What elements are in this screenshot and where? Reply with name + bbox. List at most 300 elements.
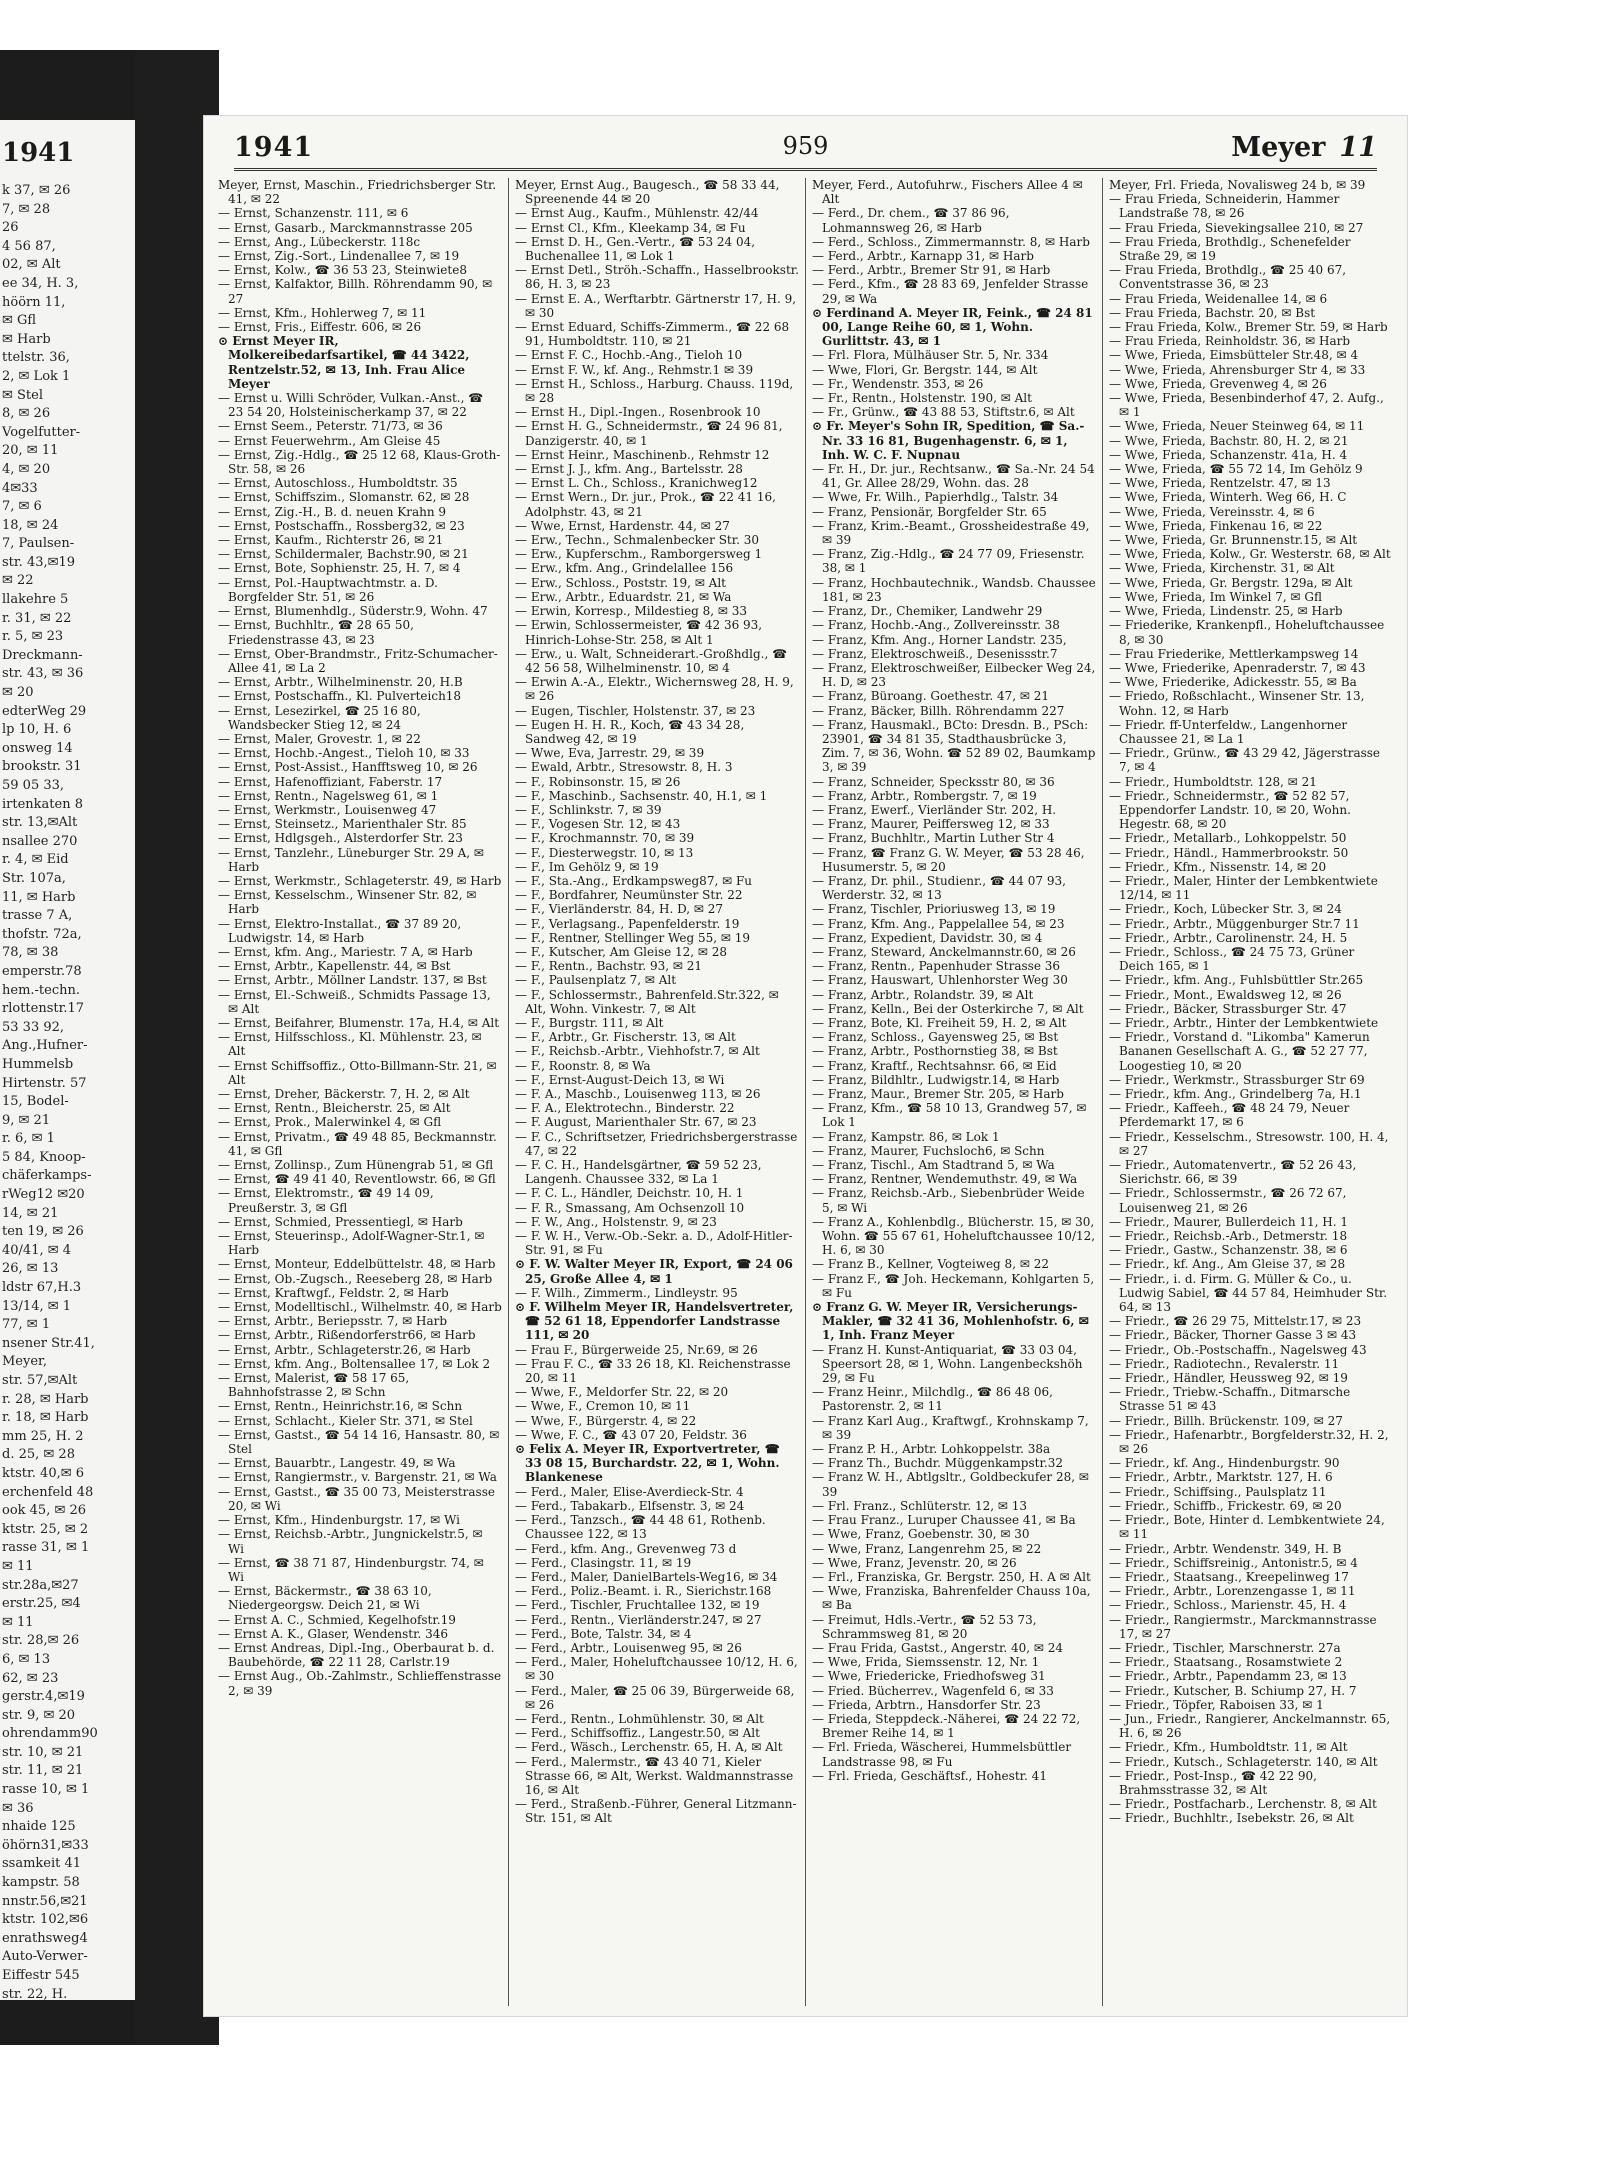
directory-entry: — Ernst, Zig.-H., B. d. neuen Krahn 9 (218, 504, 447, 519)
directory-entry: — Frau Frieda, Weidenallee 14, ✉ 6 (1109, 291, 1328, 306)
directory-entry: — Friedr., Radiotechn., Revalerstr. 11 (1109, 1356, 1340, 1371)
directory-entry: — Friedr., Post-Insp., ☎ 42 22 90, Brahmsstrasse 32, ✉ Alt (1109, 1768, 1317, 1797)
directory-entry: — Ernst, kfm. Ang., Mariestr. 7 A, ✉ Harb (218, 944, 473, 959)
directory-entry: — Wwe, Frieda, Im Winkel 7, ✉ Gfl (1109, 589, 1322, 604)
previous-page-line: 11, ✉ Harb (2, 889, 76, 905)
directory-entry: — Ernst, Privatm., ☎ 49 48 85, Beckmannstr. 41, ✉ Gfl (218, 1129, 497, 1158)
previous-page-line: ✉ 36 (2, 1800, 34, 1816)
directory-page (203, 115, 1408, 2017)
directory-entry: — F. Wilh., Zimmerm., Lindleystr. 95 (515, 1285, 738, 1300)
previous-page-line: Meyer, (2, 1354, 47, 1370)
directory-entry: — Ernst, Modelltischl., Wilhelmstr. 40, ✉ Harb (218, 1300, 502, 1315)
directory-entry: — Franz, Buchhltr., Martin Luther Str 4 (812, 831, 1055, 846)
previous-page-line: rlottenstr.17 (2, 1001, 85, 1017)
directory-entry: — Wwe, Frieda, Ahrensburger Str 4, ✉ 33 (1109, 362, 1366, 377)
directory-entry: — Jun., Friedr., Rangierer, Anckelmannstr. 65, H. 6, ✉ 26 (1109, 1711, 1391, 1741)
directory-entry: — F., Schlossermstr., Bahrenfeld.Str.322, ✉ Alt, Wohn. Vinkestr. 7, ✉ Alt (515, 987, 779, 1016)
directory-entry: — Ferd., Maler, Hoheluftchaussee 10/12, H. 6, ✉ 30 (515, 1655, 798, 1684)
directory-entry: — Ernst, Schmied, Pressentiegl, ✉ Harb (218, 1214, 463, 1229)
previous-page-line: str. 28,✉ 26 (2, 1633, 80, 1649)
directory-entry: — Franz, Arbtr., Rolandstr. 39, ✉ Alt (812, 987, 1034, 1002)
directory-entry: — F. C. L., Händler, Deichstr. 10, H. 1 (515, 1186, 744, 1201)
directory-entry: — Friedr., Maurer, Bullerdeich 11, H. 1 (1109, 1214, 1348, 1229)
directory-entry: — Ernst, Elektro-Installat., ☎ 37 89 20, Ludwigstr. 14, ✉ Harb (218, 916, 462, 945)
previous-page-line: 7, ✉ 6 (2, 499, 42, 515)
directory-entry: — Friedr., kf. Ang., Hindenburgstr. 90 (1109, 1456, 1340, 1471)
directory-entry: — F., Vierländerstr. 84, H. D, ✉ 27 (515, 902, 724, 917)
previous-page-line: 59 05 33, (2, 778, 65, 793)
running-head (1231, 132, 1377, 163)
previous-page-line: llakehre 5 (2, 592, 69, 608)
previous-page-line: hem.-techn. (2, 982, 80, 998)
directory-entry: — Ernst H. G., Schneidermstr., ☎ 24 96 81, Danzigerstr. 40, ✉ 1 (515, 419, 783, 448)
directory-entry: — Ernst F. W., kf. Ang., Rehmstr.1 ✉ 39 (515, 362, 754, 377)
directory-entry: — Friedr., Arbtr., Carolinenstr. 24, H. 5 (1109, 930, 1348, 945)
directory-entry: — Franz, Bäcker, Billh. Röhrendamm 227 (812, 703, 1065, 718)
directory-entry: — Ernst, Kaufm., Richterstr 26, ✉ 21 (218, 533, 444, 548)
directory-entry: — Ferd., Arbtr., Bremer Str 91, ✉ Harb (812, 263, 1051, 278)
previous-page-line: 4✉33 (2, 480, 38, 496)
directory-entry: — Ernst, Kraftwgf., Feldstr. 2, ✉ Harb (218, 1285, 449, 1300)
directory-entry: — Ernst, Kfm., Hohlerweg 7, ✉ 11 (218, 305, 427, 320)
directory-entry: — Frl., Franziska, Gr. Bergstr. 250, H. A ✉ Alt (812, 1569, 1091, 1584)
directory-entry: — Ernst Schiffsoffiz., Otto-Billmann-Str. 21, ✉ Alt (218, 1058, 497, 1087)
directory-entry: — F. A., Maschb., Louisenweg 113, ✉ 26 (515, 1087, 761, 1101)
directory-entry: — Friedr., kf. Ang., Am Gleise 37, ✉ 28 (1109, 1257, 1346, 1272)
previous-page-line: höörn 11, (2, 294, 66, 310)
directory-entry: — Ernst, Dreher, Bäckerstr. 7, H. 2, ✉ Alt (218, 1087, 470, 1101)
directory-entry: — Friedr., Bäcker, Strassburger Str. 47 (1109, 1001, 1347, 1016)
directory-entry: — Ernst, Hilfsschloss., Kl. Mühlenstr. 23, ✉ Alt (218, 1030, 482, 1059)
previous-page-line: mm 25, H. 2 (2, 1428, 84, 1444)
directory-entry: ⊙ Ernst Meyer IR, Molkereibedarfsartikel, ☎ 44 3422, Rentzelstr.52, ✉ 13, Inh. Frau Alice Meyer (218, 334, 470, 391)
previous-page-line: 26, ✉ 13 (2, 1261, 59, 1277)
directory-entry: — Wwe, F., Meldorfer Str. 22, ✉ 20 (515, 1385, 729, 1400)
previous-page-line: 40/41, ✉ 4 (2, 1242, 72, 1258)
directory-entry: ⊙ Fr. Meyer's Sohn IR, Spedition, ☎ Sa.-Nr. 33 16 81, Bugenhagenstr. 6, ✉ 1, Inh. W. C. F. Nupnau (812, 419, 1085, 462)
directory-entry: — F., Reichsb.-Arbtr., Viehhofstr.7, ✉ Alt (515, 1044, 760, 1059)
directory-entry: — Franz, Kelln., Bei der Osterkirche 7, ✉ Alt (812, 1001, 1084, 1016)
previous-page-line: r. 5, ✉ 23 (2, 629, 64, 645)
directory-entry: — Frau Frieda, Kolw., Bremer Str. 59, ✉ Harb (1109, 320, 1388, 335)
directory-entry: — Friedr., Arbtr. Wendenstr. 349, H. B (1109, 1541, 1342, 1556)
previous-page-line: gerstr.4,✉19 (2, 1689, 85, 1705)
directory-entry: — Friedr., Schiffsreinig., Antonistr.5, ✉ 4 (1109, 1555, 1358, 1570)
previous-page-line: 53 33 92, (2, 1019, 65, 1035)
directory-entry: — Ferd., kfm. Ang., Grevenweg 73 d (515, 1541, 737, 1556)
directory-entry: — Frau Frieda, Reinholdstr. 36, ✉ Harb (1109, 334, 1351, 349)
directory-entry: — Frl. Frieda, Wäscherei, Hummelsbüttler Landstrasse 98, ✉ Fu (812, 1740, 1072, 1769)
directory-entry: — Ernst Eduard, Schiffs-Zimmerm., ☎ 22 68 91, Humboldtstr. 110, ✉ 21 (515, 320, 790, 349)
previous-page-line: ee 34, H. 3, (2, 275, 79, 291)
previous-page-line: thofstr. 72a, (2, 926, 82, 942)
directory-entry: — Frl. Franz., Schlüterstr. 12, ✉ 13 (812, 1498, 1028, 1513)
directory-entry: — Erw., Techn., Schmalenbecker Str. 30 (515, 533, 760, 548)
directory-entry: — Franz, Zig.-Hdlg., ☎ 24 77 09, Friesenstr. 38, ✉ 1 (812, 547, 1085, 576)
directory-entry: — Wwe, Frieda, Neuer Steinweg 64, ✉ 11 (1109, 419, 1365, 434)
previous-page-line: Vogelfutter- (2, 424, 81, 440)
directory-entry: — Ernst, Post-Assist., Hanfftsweg 10, ✉ 26 (218, 760, 478, 775)
directory-entry: — Freimut, Hdls.-Vertr., ☎ 52 53 73, Schrammsweg 81, ✉ 20 (812, 1612, 1037, 1641)
directory-entry: — Friedr., Metallarb., Lohkoppelstr. 50 (1109, 831, 1347, 846)
directory-entry: — Frau Frieda, Sievekingsallee 210, ✉ 27 (1109, 220, 1364, 235)
directory-entry: — Friedr., Schneidermstr., ☎ 52 82 57, Eppendorfer Landstr. 10, ✉ 20, Wohn. Hegestr. 68, ✉ 20 (1109, 788, 1351, 832)
directory-entry: — Friedr., Mont., Ewaldsweg 12, ✉ 26 (1109, 987, 1342, 1002)
directory-entry: — F., Burgstr. 111, ✉ Alt (515, 1015, 664, 1030)
directory-entry: — Friedr., Arbtr., Hinter der Lembkentwiete (1109, 1015, 1379, 1030)
previous-page-line: str. 9, ✉ 20 (2, 1707, 76, 1723)
directory-entry: — Friedr., Kesselschm., Stresowstr. 100, H. 4, ✉ 27 (1109, 1129, 1389, 1158)
directory-entry: — Friedr., Töpfer, Raboisen 33, ✉ 1 (1109, 1697, 1324, 1712)
directory-entry: — Ernst, Hochb.-Angest., Tieloh 10, ✉ 33 (218, 746, 470, 761)
previous-page-line: ✉ Harb (2, 331, 51, 347)
previous-page-line: ✉ 11 (2, 1558, 34, 1574)
previous-page-line: 14, ✉ 21 (2, 1205, 59, 1221)
previous-page-line: 78, ✉ 38 (2, 945, 59, 961)
directory-entry: — Friedr., Hafenarbtr., Borgfelderstr.32, H. 2, ✉ 26 (1109, 1427, 1389, 1457)
previous-page-line: 02, ✉ Alt (2, 257, 61, 273)
directory-entry: — Friedr., Arbtr., Marktstr. 127, H. 6 (1109, 1470, 1333, 1485)
directory-entry: — Ernst, Schlacht., Kieler Str. 371, ✉ Stel (218, 1413, 473, 1428)
directory-entry: — Friederike, Krankenpfl., Hoheluftchaussee 8, ✉ 30 (1109, 618, 1385, 647)
directory-entry: — Wwe, F., Cremon 10, ✉ 11 (515, 1399, 691, 1414)
directory-entry: — Ferd., Tanzsch., ☎ 44 48 61, Rothenb. Chaussee 122, ✉ 13 (515, 1513, 766, 1542)
previous-page-line: ssamkeit 41 (2, 1856, 82, 1872)
directory-entry: — Ferd., Wäsch., Lerchenstr. 65, H. A, ✉ Alt (515, 1740, 783, 1755)
directory-entry: — Franz, Kfm. Ang., Pappelallee 54, ✉ 23 (812, 916, 1065, 931)
directory-entry: — Friedr., Arbtr., Müggenburger Str.7 11 (1109, 916, 1360, 931)
column-2 (509, 178, 806, 2006)
previous-page-line: 7, ✉ 28 (2, 201, 51, 217)
previous-page-line: 18, ✉ 24 (2, 517, 59, 533)
directory-entry: — Frau Franz., Luruper Chaussee 41, ✉ Ba (812, 1513, 1076, 1528)
directory-entry: — Friedr., Kutscher, B. Schiump 27, H. 7 (1109, 1683, 1357, 1698)
directory-entry: — Ernst Detl., Ströh.-Schaffn., Hasselbrookstr. 86, H. 3, ✉ 23 (515, 263, 800, 292)
directory-entry: — Ernst, Kfm., Hindenburgstr. 17, ✉ Wi (218, 1513, 461, 1528)
previous-page-line: ✉ 20 (2, 685, 34, 701)
directory-entry: — Ernst, Blumenhdlg., Süderstr.9, Wohn. 47 (218, 604, 488, 619)
directory-entry: — F., Kutscher, Am Gleise 12, ✉ 28 (515, 944, 728, 959)
directory-entry: — Ernst, Arbtr., Wilhelminenstr. 20, H.B (218, 675, 463, 690)
directory-entry: — Ernst, Werkmstr., Louisenweg 47 (218, 802, 437, 817)
directory-entry: — Ernst A. K., Glaser, Wendenstr. 346 (218, 1626, 449, 1641)
directory-entry: — Ernst, Fris., Eiffestr. 606, ✉ 26 (218, 320, 422, 335)
directory-entry: — Franz, Rentner, Wendemuthstr. 49, ✉ Wa (812, 1172, 1078, 1187)
directory-entry: — Franz, Steward, Anckelmannstr.60, ✉ 26 (812, 944, 1076, 959)
directory-entry: — Ferd., Arbtr., Louisenweg 95, ✉ 26 (515, 1640, 742, 1655)
directory-entry: — Franz, Reichsb.-Arb., Siebenbrüder Weide 5, ✉ Wi (812, 1186, 1085, 1215)
directory-entry: — Franz, Kfm. Ang., Horner Landstr. 235, (812, 632, 1067, 647)
directory-entry: — Ernst, Steinsetz., Marienthaler Str. 85 (218, 817, 467, 832)
directory-entry: — Wwe, Friederike, Apenraderstr. 7, ✉ 43 (1109, 660, 1366, 675)
previous-page-line: 6, ✉ 13 (2, 1651, 51, 1667)
directory-entry: — Friedr., Kfm., Humboldtstr. 11, ✉ Alt (1109, 1740, 1348, 1755)
directory-entry: ⊙ Ferdinand A. Meyer IR, Feink., ☎ 24 81 00, Lange Reihe 60, ✉ 1, Wohn. Gurlittstr. 43, ✉ 1 (812, 305, 1093, 349)
directory-entry: — Friedr., Bote, Hinter d. Lembkentwiete 24, ✉ 11 (1109, 1513, 1385, 1542)
previous-page-line: r. 31, ✉ 22 (2, 610, 72, 626)
previous-page-line: nsallee 270 (2, 833, 78, 849)
directory-entry: — Ernst, Malerist, ☎ 58 17 65, Bahnhofstrasse 2, ✉ Schn (218, 1371, 410, 1400)
previous-page-line: 4, ✉ 20 (2, 461, 51, 477)
directory-entry: — Wwe, Frieda, Schanzenstr. 41a, H. 4 (1109, 447, 1348, 462)
directory-entry: — Ernst, Elektromstr., ☎ 49 14 09, Preußerstr. 3, ✉ Gfl (218, 1186, 434, 1215)
directory-entry: — Friedr. ff-Unterfeldw., Langenhorner Chaussee 21, ✉ La 1 (1109, 717, 1348, 746)
previous-page-line: str. 57,✉Alt (2, 1373, 78, 1388)
directory-entry: — Franz, Expedient, Davidstr. 30, ✉ 4 (812, 930, 1043, 945)
directory-entry: — Wwe, Frida, Siemssenstr. 12, Nr. 1 (812, 1655, 1040, 1670)
previous-page-line: 8, ✉ 26 (2, 406, 51, 422)
previous-page-line: 4 56 87, (2, 238, 56, 254)
directory-entry: — Franz, Maur., Bremer Str. 205, ✉ Harb (812, 1087, 1064, 1101)
directory-entry: — Ernst E. A., Werftarbtr. Gärtnerstr 17, H. 9, ✉ 30 (515, 291, 797, 320)
directory-entry: — Frau Frida, Gastst., Angerstr. 40, ✉ 24 (812, 1640, 1064, 1655)
column-3 (806, 178, 1103, 2006)
previous-page-line: brookstr. 31 (2, 759, 82, 775)
directory-entry: — Frau Frieda, Schneiderin, Hammer Landstraße 78, ✉ 26 (1109, 192, 1340, 221)
running-head-name: Meyer (1231, 132, 1326, 163)
directory-entry: — Ewald, Arbtr., Stresowstr. 8, H. 3 (515, 760, 733, 775)
directory-entry: — Ernst J. J., kfm. Ang., Bartelsstr. 28 (515, 462, 743, 477)
directory-entry: — Friedr., Kaffeeh., ☎ 48 24 79, Neuer Pferdemarkt 17, ✉ 6 (1109, 1101, 1350, 1130)
previous-page-line: 13/14, ✉ 1 (2, 1298, 72, 1314)
directory-entry: — Friedr., Reichsb.-Arb., Detmerstr. 18 (1109, 1229, 1348, 1244)
directory-entry: — F., Arbtr., Gr. Fischerstr. 13, ✉ Alt (515, 1030, 736, 1045)
page-header (234, 132, 1377, 171)
directory-entry: — Ferd., Kfm., ☎ 28 83 69, Jenfelder Strasse 29, ✉ Wa (812, 277, 1089, 306)
directory-entry: — Franz, Maurer, Peiffersweg 12, ✉ 33 (812, 817, 1050, 832)
previous-page-line: r. 6, ✉ 1 (2, 1131, 55, 1147)
previous-page-line: str. 11, ✉ 21 (2, 1763, 84, 1779)
directory-entry: — Frau Friederike, Mettlerkampsweg 14 (1109, 646, 1359, 661)
directory-entry: — Friedr., Arbtr., Papendamm 23, ✉ 13 (1109, 1669, 1347, 1684)
directory-entry: — Wwe, Frieda, Grevenweg 4, ✉ 26 (1109, 376, 1327, 391)
previous-page-line: Str. 107a, (2, 870, 66, 886)
directory-entry: — F., Bordfahrer, Neumünster Str. 22 (515, 888, 743, 903)
directory-entry: — Frau Frieda, Bachstr. 20, ✉ Bst (1109, 305, 1316, 320)
directory-entry: — Ernst, Kesselschm., Winsener Str. 82, ✉ Harb (218, 888, 477, 917)
previous-page-line: r. 4, ✉ Eid (2, 852, 69, 868)
directory-entry: — Franz, Tischler, Prioriusweg 13, ✉ 19 (812, 902, 1056, 917)
directory-entry: — Fr., Grünw., ☎ 43 88 53, Stiftstr.6, ✉ Alt (812, 405, 1075, 420)
directory-entry: — Franz, Bote, Kl. Freiheit 59, H. 2, ✉ Alt (812, 1015, 1067, 1030)
directory-entry: — Erwin, Schlossermeister, ☎ 42 36 93, Hinrich-Lohse-Str. 258, ✉ Alt 1 (515, 618, 763, 647)
directory-entry: — Wwe, Fr. Wilh., Papierhdlg., Talstr. 34 (812, 490, 1059, 505)
directory-entry: — Friedr., Schiffsing., Paulsplatz 11 (1109, 1484, 1327, 1499)
directory-entry: — Ferd., Schloss., Zimmermannstr. 8, ✉ Harb (812, 234, 1090, 249)
directory-entry: — F., Im Gehölz 9, ✉ 19 (515, 859, 659, 874)
directory-entry: — Franz, Ewerf., Vierländer Str. 202, H. (812, 802, 1057, 817)
directory-entry: — Ernst, Rentn., Bleicherstr. 25, ✉ Alt (218, 1101, 451, 1116)
year-label: 1941 (234, 132, 314, 163)
directory-entry: — Ernst, Rentn., Heinrichstr.16, ✉ Schn (218, 1399, 463, 1414)
directory-entry: — Ernst Cl., Kfm., Kleekamp 34, ✉ Fu (515, 220, 746, 235)
previous-page-line: enrathsweg4 (2, 1930, 88, 1946)
directory-entry: — Ernst, Ang., Lübeckerstr. 118c (218, 234, 421, 249)
directory-entry: — Franz F., ☎ Joh. Heckemann, Kohlgarten 5, ✉ Fu (812, 1271, 1095, 1300)
directory-entry: — F. C., Schriftsetzer, Friedrichsbergerstrasse 47, ✉ 22 (515, 1129, 798, 1158)
directory-entry: — Fr., Wendenstr. 353, ✉ 26 (812, 376, 984, 391)
previous-page-line: chäferkamps- (2, 1168, 92, 1184)
directory-entry: — F., Maschinb., Sachsenstr. 40, H.1, ✉ 1 (515, 788, 768, 803)
directory-entry: — Ernst, ☎ 49 41 40, Reventlowstr. 66, ✉ Gfl (218, 1172, 496, 1187)
directory-entry: — Ferd., Schiffsoffiz., Langestr.50, ✉ Alt (515, 1726, 760, 1741)
directory-entry: — Ernst u. Willi Schröder, Vulkan.-Anst., ☎ 23 54 20, Holsteinischerkamp 37, ✉ 22 (218, 391, 484, 420)
directory-entry: — Ernst, Maler, Grovestr. 1, ✉ 22 (218, 731, 421, 746)
directory-entry: — Frau Frieda, Brothdlg., ☎ 25 40 67, Conventstrasse 36, ✉ 23 (1109, 263, 1347, 292)
previous-page-line: kampstr. 58 (2, 1875, 80, 1891)
directory-entry: — Franz, Dr., Chemiker, Landwehr 29 (812, 604, 1043, 619)
directory-entry: — F., Diesterwegstr. 10, ✉ 13 (515, 845, 694, 860)
directory-columns (212, 178, 1399, 2006)
directory-entry: — Franz B., Kellner, Vogteiweg 8, ✉ 22 (812, 1257, 1049, 1272)
directory-entry: — Friedr., Werkmstr., Strassburger Str 69 (1109, 1072, 1365, 1087)
directory-entry: — Friedr., Maler, Hinter der Lembkentwiete 12/14, ✉ 11 (1109, 873, 1378, 903)
directory-entry: — Friedr., Schloss., Marienstr. 45, H. 4 (1109, 1598, 1347, 1613)
directory-entry: — F. R., Smassang, Am Ochsenzoll 10 (515, 1200, 745, 1215)
directory-entry: — Franz, Schneider, Specksstr 80, ✉ 36 (812, 774, 1055, 789)
directory-entry: — Friedr., kfm. Ang., Grindelberg 7a, H.1 (1109, 1087, 1362, 1101)
directory-entry: — Ernst, Prok., Malerwinkel 4, ✉ Gfl (218, 1115, 442, 1130)
directory-entry: — Ernst, Zig.-Hdlg., ☎ 25 12 68, Klaus-Groth-Str. 58, ✉ 26 (218, 447, 501, 477)
directory-entry: — Wwe, Frieda, Winterh. Weg 66, H. C (1109, 490, 1347, 505)
directory-entry: — Ernst, Arbtr., Beriepsstr. 7, ✉ Harb (218, 1314, 448, 1329)
previous-page-line: ktstr. 25, ✉ 2 (2, 1521, 89, 1537)
directory-entry: — Ernst, Pol.-Hauptwachtmstr. a. D. Borgfelder Str. 51, ✉ 26 (218, 575, 438, 604)
previous-page-line: lp 10, H. 6 (2, 722, 72, 738)
previous-page-line: 15, Bodel- (2, 1094, 69, 1110)
directory-entry: — F. W., Ang., Holstenstr. 9, ✉ 23 (515, 1214, 717, 1229)
directory-entry: — F., Rentner, Stellinger Weg 55, ✉ 19 (515, 930, 750, 945)
previous-page-line: öhörn31,✉33 (2, 1837, 89, 1853)
directory-entry: — Wwe, Frieda, Kolw., Gr. Westerstr. 68, ✉ Alt (1109, 547, 1391, 562)
directory-entry: — Friedr., Triebw.-Schaffn., Ditmarsche Strasse 51 ✉ 43 (1109, 1385, 1351, 1414)
directory-entry: — Friedr., Schlossermstr., ☎ 26 72 67, Louisenweg 21, ✉ 26 (1109, 1186, 1347, 1215)
directory-entry: — Ferd., Arbtr., Karnapp 31, ✉ Harb (812, 249, 1034, 264)
directory-entry: — Friedr., Händler, Heussweg 92, ✉ 19 (1109, 1371, 1348, 1386)
directory-entry: — F. August, Marienthaler Str. 67, ✉ 23 (515, 1115, 757, 1130)
directory-entry: — Franz, Bildhltr., Ludwigstr.14, ✉ Harb (812, 1072, 1060, 1087)
directory-entry: — Friedr., Gastw., Schanzenstr. 38, ✉ 6 (1109, 1243, 1348, 1258)
directory-entry: — Wwe, Franz, Langenrehm 25, ✉ 22 (812, 1541, 1042, 1556)
directory-entry: — Friedr., i. d. Firm. G. Müller & Co., u. Ludwig Sabiel, ☎ 44 57 84, Heimhuder Str. 64, ✉ 13 (1109, 1271, 1388, 1315)
directory-entry: — Ferd., Tabakarb., Elfsenstr. 3, ✉ 24 (515, 1498, 745, 1513)
directory-entry: — Franz, Kfm., ☎ 58 10 13, Grandweg 57, ✉ Lok 1 (812, 1101, 1087, 1130)
directory-entry: — Ferd., Rentn., Lohmühlenstr. 30, ✉ Alt (515, 1711, 764, 1726)
directory-entry: Meyer, Ferd., Autofuhrw., Fischers Allee 4 ✉ Alt (812, 178, 1083, 207)
directory-entry: — Friedr., Grünw., ☎ 43 29 42, Jägerstrasse 7, ✉ 4 (1109, 746, 1381, 775)
directory-entry: — Ferd., Maler, ☎ 25 06 39, Bürgerweide 68, ✉ 26 (515, 1683, 795, 1712)
directory-entry: — Ernst L. Ch., Schloss., Kranichweg12 (515, 476, 758, 491)
previous-page-line: nnstr.56,✉21 (2, 1893, 88, 1909)
previous-page-line: Auto-Verwer- (2, 1949, 88, 1965)
directory-entry: — Ernst Aug., Kaufm., Mühlenstr. 42/44 (515, 206, 759, 221)
directory-entry: — Ernst Wern., Dr. jur., Prok., ☎ 22 41 16, Adolphstr. 43, ✉ 21 (515, 490, 776, 519)
directory-entry: — Frau F., Bürgerweide 25, Nr.69, ✉ 26 (515, 1342, 758, 1357)
directory-entry: — Ernst D. H., Gen.-Vertr., ☎ 53 24 04, Buchenallee 11, ✉ Lok 1 (515, 234, 756, 264)
previous-page-line: Dreckmann- (2, 647, 83, 663)
directory-entry: — Erw., Arbtr., Eduardstr. 21, ✉ Wa (515, 589, 732, 604)
directory-entry: — Ernst, kfm. Ang., Boltensallee 17, ✉ Lok 2 (218, 1356, 491, 1371)
directory-entry: — F., Sta.-Ang., Erdkampsweg87, ✉ Fu (515, 873, 752, 888)
directory-entry: — Ernst, Rangiermstr., v. Bargenstr. 21, ✉ Wa (218, 1470, 497, 1485)
directory-entry: — Wwe, Flori, Gr. Bergstr. 144, ✉ Alt (812, 362, 1038, 377)
previous-page-line: nhaide 125 (2, 1819, 76, 1835)
directory-entry: — Wwe, Friedericke, Friedhofsweg 31 (812, 1669, 1046, 1684)
directory-entry: — Wwe, Frieda, Gr. Brunnenstr.15, ✉ Alt (1109, 533, 1358, 548)
directory-entry: — Wwe, Frieda, Eimsbütteler Str.48, ✉ 4 (1109, 348, 1359, 363)
directory-entry: — Wwe, Frieda, Gr. Bergstr. 129a, ✉ Alt (1109, 575, 1353, 590)
directory-entry: — Friedr., Händl., Hammerbrookstr. 50 (1109, 845, 1349, 860)
directory-entry: — Erw., u. Walt, Schneiderart.-Großhdlg., ☎ 42 56 58, Wilhelminenstr. 10, ✉ 4 (515, 646, 788, 675)
directory-entry: Meyer, Frl. Frieda, Novalisweg 24 b, ✉ 39 (1109, 178, 1366, 192)
directory-entry: — Ernst, Schildermaler, Bachstr.90, ✉ 21 (218, 547, 469, 562)
previous-page-line: ook 45, ✉ 26 (2, 1503, 87, 1519)
previous-page-line: 5 84, Knoop- (2, 1149, 86, 1165)
directory-entry: — Ernst Heinr., Maschinenb., Rehmstr 12 (515, 447, 770, 462)
previous-page-line: onsweg 14 (2, 740, 73, 756)
directory-entry: — Franz, Hauswart, Uhlenhorster Weg 30 (812, 973, 1068, 988)
directory-entry: — Ernst, Postschaffn., Kl. Pulverteich18 (218, 689, 462, 704)
directory-entry: — Ernst, Zollinsp., Zum Hünengrab 51, ✉ Gfl (218, 1158, 494, 1173)
directory-entry: — Wwe, Frieda, Lindenstr. 25, ✉ Harb (1109, 604, 1343, 619)
directory-entry: — Ernst, Autoschloss., Humboldtstr. 35 (218, 476, 458, 491)
directory-entry: — Friedr., Vorstand d. "Likomba" Kamerun Bananen Gesellschaft A. G., ☎ 52 27 77, Loogestieg 10, ✉ 20 (1109, 1030, 1370, 1073)
previous-page-line: str. 43, ✉ 36 (2, 666, 84, 682)
directory-entry: — Erw., Kupferschm., Ramborgersweg 1 (515, 547, 763, 562)
previous-page-line: Eiffestr 545 (2, 1968, 80, 1983)
directory-entry: — Ferd., Straßenb.-Führer, General Litzmann-Str. 151, ✉ Alt (515, 1797, 797, 1826)
previous-page-fragment (0, 120, 135, 2000)
previous-page-line: rasse 31, ✉ 1 (2, 1540, 90, 1556)
directory-entry: — F., Verlagsang., Papenfelderstr. 19 (515, 916, 740, 931)
directory-entry: — Ferd., Tischler, Fruchtallee 132, ✉ 19 (515, 1598, 760, 1613)
directory-entry: — Ernst H., Dipl.-Ingen., Rosenbrook 10 (515, 405, 761, 420)
previous-page-lines (0, 182, 98, 2000)
directory-entry: — Ernst, Arbtr., Möllner Landstr. 137, ✉ Bst (218, 973, 487, 988)
directory-entry: — F., Krochmannstr. 70, ✉ 39 (515, 831, 695, 846)
directory-entry: — Eugen, Tischler, Holstenstr. 37, ✉ 23 (515, 703, 756, 718)
previous-page-line: ktstr. 102,✉6 (2, 1912, 89, 1928)
directory-entry: — Franz, Maurer, Fuchsloch6, ✉ Schn (812, 1143, 1045, 1158)
directory-entry: — F., Robinsonstr. 15, ✉ 26 (515, 774, 681, 789)
directory-entry: — Franz, Schloss., Gayensweg 25, ✉ Bst (812, 1030, 1059, 1045)
directory-entry: — Ernst, Ob.-Zugsch., Reeseberg 28, ✉ Harb (218, 1271, 493, 1286)
previous-page-line: 77, ✉ 1 (2, 1317, 51, 1333)
directory-entry: — Ernst, Hafenoffiziant, Faberstr. 17 (218, 774, 443, 789)
directory-entry: — Erw., kfm. Ang., Grindelallee 156 (515, 561, 734, 576)
directory-entry: — Friedr., Schiffb., Frickestr. 69, ✉ 20 (1109, 1498, 1342, 1513)
directory-entry: — Franz, Pensionär, Borgfelder Str. 65 (812, 504, 1047, 519)
previous-page-line: rWeg12 ✉20 (2, 1187, 85, 1203)
previous-page-header: 1941 (2, 138, 75, 168)
directory-entry: — Ernst, Hdlgsgeh., Alsterdorfer Str. 23 (218, 831, 463, 846)
directory-entry: — Ferd., Clasingstr. 11, ✉ 19 (515, 1555, 692, 1570)
directory-entry: — F., Ernst-August-Deich 13, ✉ Wi (515, 1072, 725, 1087)
directory-entry: — Franz A., Kohlenbdlg., Blücherstr. 15, ✉ 30, Wohn. ☎ 55 67 61, Hoheluftchaussee 10/12, H. 6, ✉ 30 (812, 1214, 1096, 1258)
previous-page-line: d. 25, ✉ 28 (2, 1447, 75, 1463)
directory-entry: — Ferd., Poliz.-Beamt. i. R., Sierichstr.168 (515, 1584, 772, 1599)
directory-entry: — Wwe, Franz, Jevenstr. 20, ✉ 26 (812, 1555, 1017, 1570)
directory-entry: — Wwe, Franziska, Bahrenfelder Chauss 10a, ✉ Ba (812, 1584, 1091, 1613)
directory-entry: — Franz, Hochb.-Ang., Zollvereinsstr. 38 (812, 618, 1060, 633)
previous-page-line: Hirtenstr. 57 (2, 1075, 87, 1091)
directory-entry: — Franz, Arbtr., Rombergstr. 7, ✉ 19 (812, 788, 1037, 803)
directory-entry: — Friedr., Staatsang., Kreepelinweg 17 (1109, 1569, 1349, 1584)
directory-entry: — Ernst Andreas, Dipl.-Ing., Oberbaurat b. d. Baubehörde, ☎ 22 11 28, Carlstr.19 (218, 1640, 495, 1670)
previous-page-line: emperstr.78 (2, 963, 82, 979)
directory-entry: — Ernst, Gasarb., Marckmannstrasse 205 (218, 220, 473, 235)
directory-entry: ⊙ F. Wilhelm Meyer IR, Handelsvertreter, ☎ 52 61 18, Eppendorfer Landstrasse 111, ✉ 20 (515, 1300, 794, 1343)
